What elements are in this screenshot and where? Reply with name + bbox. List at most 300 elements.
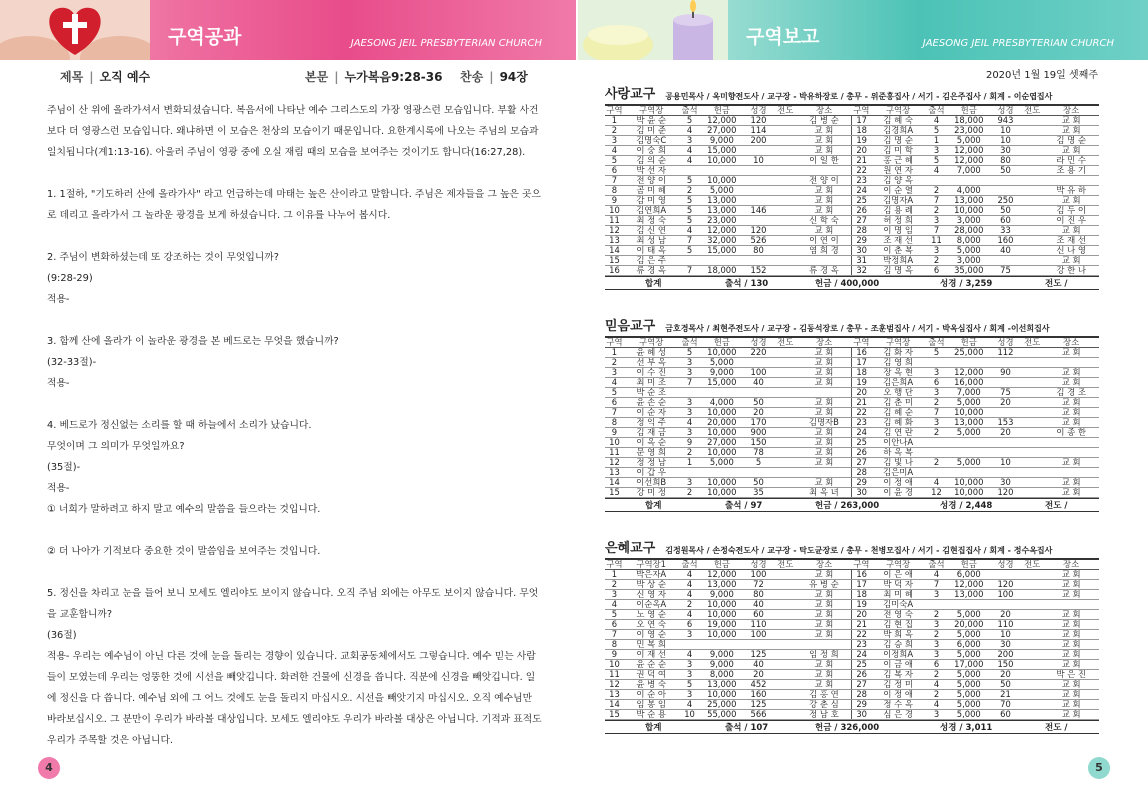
table-cell: 9,000: [701, 136, 743, 146]
column-header: 장소: [796, 560, 852, 570]
table-cell: [774, 580, 796, 590]
table-cell: 13,000: [948, 418, 990, 428]
table-cell: [1021, 580, 1043, 590]
table-cell: 윤 혜 성: [624, 348, 679, 358]
table-cell: 김 홍 연: [796, 690, 852, 700]
table-cell: 50: [990, 166, 1021, 176]
table-cell: 교 회: [1043, 458, 1099, 468]
table-cell: 27: [852, 458, 871, 468]
table-cell: 30: [990, 146, 1021, 156]
table-cell: 10,000: [948, 488, 990, 498]
table-cell: 4: [925, 680, 947, 690]
table-cell: [774, 428, 796, 438]
table-cell: 13,000: [701, 680, 743, 690]
table-cell: [774, 256, 796, 266]
table-cell: [774, 398, 796, 408]
table-cell: 27: [852, 216, 871, 226]
page-number-left: 4: [38, 757, 60, 779]
table-cell: 교 회: [1043, 488, 1099, 498]
table-cell: 4: [678, 700, 700, 710]
table-cell: 13: [605, 468, 624, 478]
table-cell: [1021, 478, 1043, 488]
table-cell: 교 회: [1043, 680, 1099, 690]
table-cell: 2: [605, 126, 624, 136]
table-cell: 2: [605, 358, 624, 368]
table-cell: 20: [852, 146, 871, 156]
lesson-paragraph: 적용-: [47, 294, 70, 305]
table-cell: 80: [743, 246, 774, 256]
table-cell: 9: [605, 650, 624, 660]
column-header: 성경: [990, 106, 1021, 116]
table-cell: 교 회: [796, 438, 852, 448]
column-header: 구역: [853, 560, 870, 569]
table-cell: [1021, 368, 1043, 378]
table-cell: 5,000: [948, 690, 990, 700]
table-cell: 4,000: [948, 186, 990, 196]
table-cell: 이 태 옥: [624, 246, 679, 256]
table-cell: 5,000: [701, 186, 743, 196]
table-cell: 16: [605, 266, 624, 276]
table-cell: [774, 116, 796, 126]
table-cell: 교 회: [1043, 620, 1099, 630]
table-cell: [1021, 348, 1043, 358]
table-cell: 김 양 옥: [871, 176, 926, 186]
table-cell: 12: [605, 458, 624, 468]
table-cell: [1021, 226, 1043, 236]
table-row: [605, 428, 1099, 438]
table-row: [605, 570, 1099, 580]
table-cell: 32: [852, 266, 871, 276]
table-cell: 100: [743, 368, 774, 378]
table-cell: 이 정 애: [871, 478, 926, 488]
column-header: 구역장: [871, 106, 926, 116]
table-cell: 13,000: [701, 580, 743, 590]
table-cell: 17: [852, 580, 871, 590]
table-cell: 17: [852, 116, 871, 126]
table-cell: 3: [678, 670, 700, 680]
table-cell: [948, 358, 990, 368]
lesson-paragraph: 1. 1절하, "기도하러 산에 올라가사" 라고 언급하는데 마태는 높은 산이라고 말합니다. 주님은 제자들을 그 높은 곳으로 데리고 올라가서 그 놀라운 광경을 보게 하셨습니다. 그 이유를 나누어 봅시다.: [47, 189, 541, 221]
table-cell: 15,000: [701, 246, 743, 256]
table-cell: [948, 600, 990, 610]
table-cell: 30: [852, 246, 871, 256]
table-cell: 30: [990, 478, 1021, 488]
text-ref: 누가복음9:28-36: [344, 70, 443, 84]
table-cell: 4: [925, 116, 947, 126]
column-header: 출석: [925, 106, 947, 116]
table-cell: 10,000: [701, 690, 743, 700]
table-cell: 40: [990, 246, 1021, 256]
table-cell: 5,000: [948, 458, 990, 468]
table-cell: 110: [990, 620, 1021, 630]
table-cell: 3: [678, 428, 700, 438]
table-cell: [743, 146, 774, 156]
table-cell: 120: [990, 580, 1021, 590]
table-cell: 이 순 자: [624, 408, 679, 418]
paragraph-gap: [47, 562, 543, 583]
table-cell: [743, 256, 774, 266]
table-cell: [925, 358, 947, 368]
subject: 오직 예수: [99, 70, 151, 84]
table-cell: [774, 448, 796, 458]
column-header: 장소: [796, 338, 852, 348]
summary-label: 합계: [645, 501, 662, 511]
table-cell: 교 회: [796, 478, 852, 488]
table-cell: 35: [743, 488, 774, 498]
table-cell: 12: [605, 680, 624, 690]
table-cell: [1043, 448, 1099, 458]
table-cell: 11: [925, 236, 947, 246]
paragraph-gap: [47, 163, 543, 184]
table-cell: 20,000: [701, 418, 743, 428]
left-banner-title: 구역공과: [168, 26, 242, 48]
table-cell: 10,000: [701, 176, 743, 186]
table-cell: 160: [743, 690, 774, 700]
group-block: [605, 320, 1099, 512]
table-cell: 7: [678, 236, 700, 246]
table-cell: 김미숙A: [871, 600, 926, 610]
table-cell: 26: [852, 670, 871, 680]
table-cell: 29: [852, 700, 871, 710]
table-cell: 6: [605, 166, 624, 176]
table-cell: 4: [678, 590, 700, 600]
column-header: 구역: [853, 106, 870, 115]
table-cell: [774, 166, 796, 176]
table-cell: 125: [743, 650, 774, 660]
table-cell: 21: [852, 398, 871, 408]
lesson-paragraph: 4. 베드로가 정신없는 소리를 할 때 하늘에서 소리가 났습니다.: [47, 420, 312, 431]
table-cell: 4: [678, 418, 700, 428]
summary-evangelism: 전도 /: [1045, 723, 1068, 733]
table-cell: 박 윤 순: [624, 116, 679, 126]
table-cell: 이 일 한: [796, 156, 852, 166]
table-cell: [774, 196, 796, 206]
table-cell: 이 재 선: [624, 650, 679, 660]
table-cell: [743, 640, 774, 650]
table-cell: 3: [678, 408, 700, 418]
table-cell: [774, 640, 796, 650]
table-cell: 교 회: [796, 146, 852, 156]
table-cell: 교 회: [1043, 226, 1099, 236]
table-cell: [774, 236, 796, 246]
table-cell: 1: [925, 136, 947, 146]
group-name: 은혜교구: [605, 541, 656, 556]
table-cell: 3: [605, 136, 624, 146]
table-cell: [774, 590, 796, 600]
table-cell: 5,000: [948, 670, 990, 680]
table-cell: 19,000: [701, 620, 743, 630]
lesson-paragraph: (9:28-29): [47, 273, 93, 284]
table-cell: 김 의 순: [624, 156, 679, 166]
table-cell: 김 재 금: [624, 428, 679, 438]
table-cell: [701, 468, 743, 478]
table-cell: [701, 256, 743, 266]
column-header: 구역: [606, 560, 623, 569]
table-cell: [1021, 690, 1043, 700]
table-cell: [1021, 266, 1043, 276]
table-cell: [1021, 620, 1043, 630]
lesson-paragraph: 적용-: [47, 483, 70, 494]
lesson-paragraph: 2. 주님이 변화하셨는데 또 강조하는 것이 무엇입니까?: [47, 252, 279, 263]
table-cell: 10: [990, 630, 1021, 640]
table-cell: 최 옥 녀: [796, 488, 852, 498]
table-cell: 19: [852, 378, 871, 388]
table-cell: 류 경 옥: [624, 266, 679, 276]
table-row: [605, 186, 1099, 196]
table-cell: 11: [605, 670, 624, 680]
table-cell: 교 회: [1043, 256, 1099, 266]
table-cell: 7: [925, 196, 947, 206]
table-cell: 9,000: [701, 368, 743, 378]
summary-bible: 성경 / 3,259: [940, 279, 993, 289]
table-row: [605, 610, 1099, 620]
table-cell: 120: [743, 116, 774, 126]
table-cell: 정 정 남: [624, 458, 679, 468]
table-cell: 박 은 진: [1043, 670, 1099, 680]
table-cell: 이 금 애: [871, 660, 926, 670]
table-cell: 교 회: [796, 610, 852, 620]
table-cell: 10,000: [701, 428, 743, 438]
table-cell: [774, 610, 796, 620]
table-cell: 김 현 집: [871, 620, 926, 630]
table-row: [605, 226, 1099, 236]
table-cell: 권 덕 여: [624, 670, 679, 680]
table-row: [605, 156, 1099, 166]
table-cell: 강 한 나: [1043, 266, 1099, 276]
table-cell: [1021, 640, 1043, 650]
table-cell: 최 성 남: [624, 236, 679, 246]
table-cell: 24: [852, 428, 871, 438]
table-cell: 900: [743, 428, 774, 438]
table-cell: 18: [852, 368, 871, 378]
table-cell: 3: [678, 398, 700, 408]
table-cell: 3: [678, 478, 700, 488]
table-cell: 11: [605, 216, 624, 226]
table-cell: 11: [605, 448, 624, 458]
table-cell: 김은미A: [871, 468, 926, 478]
table-row: [605, 600, 1099, 610]
table-cell: 강 미 정: [624, 488, 679, 498]
lesson-paragraph: 3. 함께 산에 올라가 이 놀라운 광경을 본 베드로는 무엇을 했습니까?: [47, 336, 339, 347]
table-cell: 교 회: [796, 408, 852, 418]
table-cell: 4,000: [701, 398, 743, 408]
table-row: [605, 116, 1099, 126]
table-row: [605, 348, 1099, 358]
lesson-paragraph: ① 너희가 말하려고 하지 말고 예수의 말씀을 들으라는 것입니다.: [47, 504, 321, 515]
table-cell: 교 회: [1043, 418, 1099, 428]
table-cell: 교 회: [1043, 660, 1099, 670]
table-cell: 2: [925, 458, 947, 468]
column-header: 헌금: [701, 106, 743, 116]
table-cell: 교 회: [1043, 146, 1099, 156]
table-cell: 12,000: [948, 580, 990, 590]
table-cell: 15: [605, 710, 624, 720]
table-cell: 교 회: [1043, 368, 1099, 378]
table-cell: [701, 640, 743, 650]
table-cell: 김 춘 미: [871, 398, 926, 408]
table-cell: 12,000: [948, 146, 990, 156]
table-cell: 23,000: [948, 126, 990, 136]
table-cell: 150: [743, 438, 774, 448]
table-row: [605, 438, 1099, 448]
table-cell: 220: [743, 348, 774, 358]
column-header: 전도: [774, 560, 796, 570]
table-cell: 홍 근 혜: [871, 156, 926, 166]
table-cell: 2: [678, 186, 700, 196]
table-cell: 25,000: [701, 700, 743, 710]
table-row: [605, 216, 1099, 226]
table-cell: 5: [925, 348, 947, 358]
column-header: 헌금: [948, 106, 990, 116]
table-cell: 교 회: [796, 196, 852, 206]
table-cell: 2: [925, 398, 947, 408]
table-cell: 100: [743, 630, 774, 640]
table-cell: 12: [925, 488, 947, 498]
table-cell: 교 회: [796, 620, 852, 630]
table-cell: [774, 570, 796, 580]
table-cell: 5,000: [701, 358, 743, 368]
table-cell: [774, 136, 796, 146]
table-cell: 곰 미 혜: [624, 186, 679, 196]
table-cell: [1021, 680, 1043, 690]
table-cell: [1021, 398, 1043, 408]
table-row: [605, 710, 1099, 720]
lesson-body: [47, 100, 543, 751]
table-cell: 김 빛 나: [871, 458, 926, 468]
column-header: 출석: [925, 338, 947, 348]
table-cell: 신 나 영: [1043, 246, 1099, 256]
table-cell: 5,000: [701, 458, 743, 468]
table-cell: 이순옥A: [624, 600, 679, 610]
table-cell: 7: [925, 580, 947, 590]
table-cell: 김 정 미: [871, 680, 926, 690]
summary-evangelism: 전도 /: [1045, 279, 1068, 289]
table-cell: 7,000: [948, 166, 990, 176]
table-cell: 전 양 이: [624, 176, 679, 186]
column-header: 헌금: [701, 560, 743, 570]
table-cell: 3: [925, 368, 947, 378]
table-cell: 이 순 아: [624, 690, 679, 700]
table-cell: 35,000: [948, 266, 990, 276]
table-row: [605, 378, 1099, 388]
table-cell: [774, 478, 796, 488]
table-cell: 7: [605, 408, 624, 418]
table-row: [605, 246, 1099, 256]
column-header: 전도: [1021, 338, 1043, 348]
table-cell: [678, 256, 700, 266]
table-cell: 24: [852, 186, 871, 196]
right-church-name: JAESONG JEIL PRESBYTERIAN CHURCH: [922, 38, 1114, 49]
group-name: 믿음교구: [605, 319, 656, 334]
table-cell: 3: [678, 630, 700, 640]
table-row: [605, 418, 1099, 428]
table-cell: [774, 408, 796, 418]
column-header: 전도: [1021, 560, 1043, 570]
table-cell: 452: [743, 680, 774, 690]
table-row: [605, 670, 1099, 680]
table-row: [605, 196, 1099, 206]
table-cell: 교 회: [796, 378, 852, 388]
table-cell: [1021, 650, 1043, 660]
table-cell: 250: [990, 196, 1021, 206]
table-cell: 120: [990, 488, 1021, 498]
column-header: 헌금: [948, 338, 990, 348]
column-header: 성경: [990, 560, 1021, 570]
table-cell: [1021, 186, 1043, 196]
table-cell: 17: [852, 358, 871, 368]
table-cell: 23: [852, 176, 871, 186]
table-row: [605, 206, 1099, 216]
table-cell: 2: [678, 448, 700, 458]
table-cell: 14: [605, 246, 624, 256]
group-staff: 금호경목사 / 최현주전도사 / 교구장 - 김동석장로 / 총무 - 조훈범집사 / 서기 - 박옥심집사 / 회계 -이선희집사: [665, 324, 1050, 333]
table-cell: 110: [743, 620, 774, 630]
table-cell: [774, 458, 796, 468]
table-cell: [678, 166, 700, 176]
table-cell: 7,000: [948, 388, 990, 398]
column-header: 구역: [606, 106, 623, 115]
table-cell: 이 옥 순: [624, 438, 679, 448]
table-row: [605, 408, 1099, 418]
table-cell: 4: [678, 610, 700, 620]
table-cell: 5: [678, 246, 700, 256]
table-cell: 교 회: [1043, 116, 1099, 126]
table-cell: 146: [743, 206, 774, 216]
table-cell: 5,000: [948, 136, 990, 146]
table-cell: 3: [925, 418, 947, 428]
table-cell: 5: [925, 156, 947, 166]
table-cell: 19: [852, 600, 871, 610]
table-cell: [774, 348, 796, 358]
table-row: [605, 266, 1099, 276]
table-cell: 김 복 자: [871, 670, 926, 680]
column-header: 출석: [678, 560, 700, 570]
table-cell: 28: [852, 226, 871, 236]
table-cell: 12: [605, 226, 624, 236]
group-title: [605, 542, 1099, 560]
table-cell: 이 종 한: [1043, 428, 1099, 438]
lesson-paragraph: (32-33절)-: [47, 357, 97, 368]
table-cell: 21: [852, 156, 871, 166]
lesson-paragraph: 적용- 우리는 예수님이 아닌 다른 것에 눈을 돌리는 경향이 있습니다. 교회공동체에서도 그렇습니다. 예수 믿는 사람들이 모였는데 우리는 엉뚱한 것에 시선을 빼앗깁니다. 화려한 건물에 신경을 씁니다. 직분에 신경을 빼앗깁니다. 일에 정신을 다 씁니다. 예수님 외에 그 어느 것에도 눈을 돌리지 마십시오. 시선을 빼앗기지 마십시오. 오직 예수님만 바라보십시오. 그 분만이 우리가 바라볼 대상입니다. 모세도 엘리야도 우리가 바라볼 대상은 아닙니다. 기적과 표적도 우리가 주목할 것은 아닙니다.: [47, 651, 542, 746]
table-cell: [1021, 146, 1043, 156]
lesson-paragraph: 적용-: [47, 378, 70, 389]
table-cell: 4: [605, 378, 624, 388]
table-cell: 교 회: [796, 186, 852, 196]
column-header: 구역장: [871, 338, 926, 348]
table-cell: 21: [990, 690, 1021, 700]
table-cell: [1021, 136, 1043, 146]
lesson-paragraph: (35절)-: [47, 462, 81, 473]
table-cell: 55,000: [701, 710, 743, 720]
table-cell: 22: [852, 166, 871, 176]
table-row: [605, 640, 1099, 650]
table-cell: 이 춘 복: [871, 246, 926, 256]
table-cell: 3: [925, 650, 947, 660]
group-staff: 김정원목사 / 손정숙전도사 / 교구장 - 탁도균장로 / 총무 - 천병모집사 / 서기 - 김현집집사 / 회계 - 정수옥집사: [665, 546, 1053, 555]
table-cell: 60: [743, 610, 774, 620]
heart-cross-image: [0, 0, 150, 60]
table-cell: 10,000: [701, 610, 743, 620]
table-cell: 3: [678, 690, 700, 700]
table-cell: 20: [743, 670, 774, 680]
table-cell: 정 익 주: [624, 418, 679, 428]
table-cell: 오 행 단: [871, 388, 926, 398]
table-cell: [1021, 448, 1043, 458]
table-cell: [774, 146, 796, 156]
table-cell: 6,000: [948, 570, 990, 580]
table-cell: 125: [743, 700, 774, 710]
